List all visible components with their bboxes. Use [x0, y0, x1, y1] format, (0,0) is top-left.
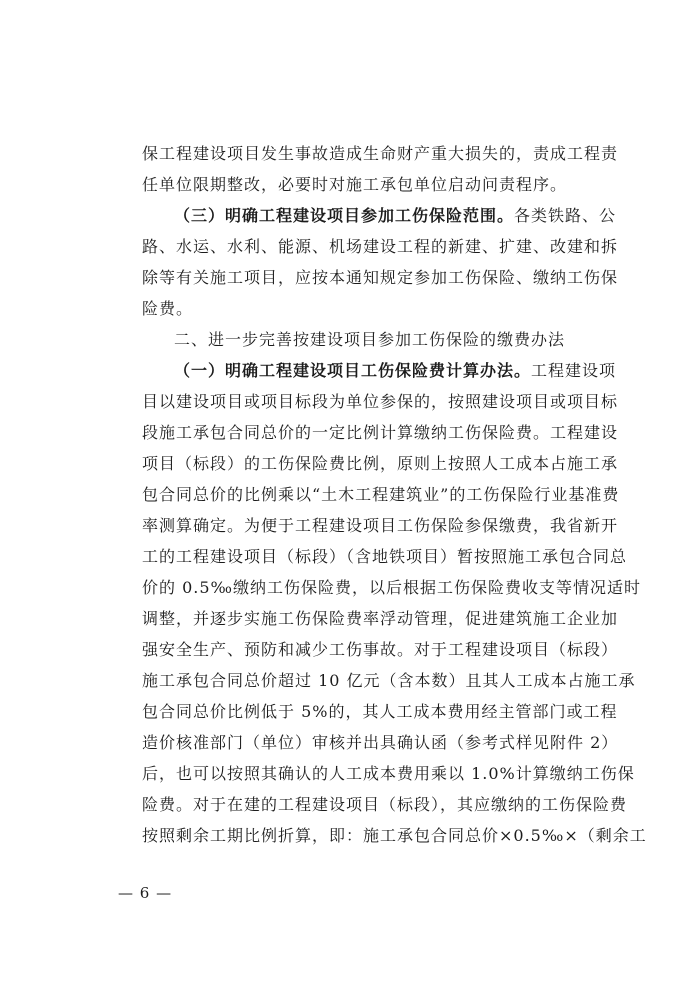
paragraph-first-line [174, 205, 617, 227]
text-line: 价的 0.5‰缴纳工伤保险费，以后根据工伤保险费收支等情况适时 [142, 578, 642, 597]
text-line: 按照剩余工期比例折算，即：施工承包合同总价×0.5‰×（剩余工 [142, 826, 647, 845]
text-line: 段施工承包合同总价的一定比例计算缴纳工伤保险费。工程建设 [142, 423, 619, 442]
text-line: 险费。 [142, 299, 194, 318]
text-line: 目以建设项目或项目标段为单位参保的，按照建设项目或项目标 [142, 392, 619, 411]
paragraph-heading: （一）明确工程建设项目工伤保险费计算办法。 [174, 361, 532, 380]
paragraph-first-line [174, 360, 617, 382]
text-line: 调整，并逐步实施工伤保险费率浮动管理，促进建筑施工企业加 [142, 609, 619, 628]
text-line: 造价核准部门（单位）审核并出具确认函（参考式样见附件 2） [142, 733, 619, 752]
page-number: — 6 — [118, 884, 173, 902]
section-heading: 二、进一步完善按建设项目参加工伤保险的缴费办法 [174, 330, 566, 349]
text-line: 包合同总价比例低于 5%的，其人工成本费用经主管部门或工程 [142, 702, 618, 721]
text-line: 后，也可以按照其确认的人工成本费用乘以 1.0%计算缴纳工伤保 [142, 764, 635, 783]
text-line: 路、水运、水利、能源、机场建设工程的新建、扩建、改建和拆 [142, 237, 619, 256]
paragraph-text: 工程建设项 [531, 361, 617, 380]
text-line: 项目（标段）的工伤保险费比例，原则上按照人工成本占施工承 [142, 454, 619, 473]
paragraph-text: 各类铁路、公 [514, 206, 617, 225]
text-line: 包合同总价的比例乘以“土木工程建筑业”的工伤保险行业基准费 [142, 485, 620, 504]
text-line: 工的工程建设项目（标段）（含地铁项目）暂按照施工承包合同总 [142, 547, 628, 566]
text-line: 除等有关施工项目，应按本通知规定参加工伤保险、缴纳工伤保 [142, 268, 619, 287]
text-line: 险费。对于在建的工程建设项目（标段），其应缴纳的工伤保险费 [142, 795, 628, 814]
text-line: 任单位限期整改，必要时对施工承包单位启动问责程序。 [142, 175, 568, 194]
paragraph-heading: （三）明确工程建设项目参加工伤保险范围。 [174, 206, 515, 225]
text-line: 率测算确定。为便于工程建设项目工伤保险参保缴费，我省新开 [142, 516, 619, 535]
text-line: 施工承包合同总价超过 10 亿元（含本数）且其人工成本占施工承 [142, 671, 636, 690]
text-line: 保工程建设项目发生事故造成生命财产重大损失的，责成工程责 [142, 144, 619, 163]
text-line: 强安全生产、预防和减少工伤事故。对于工程建设项目（标段） [142, 640, 619, 659]
